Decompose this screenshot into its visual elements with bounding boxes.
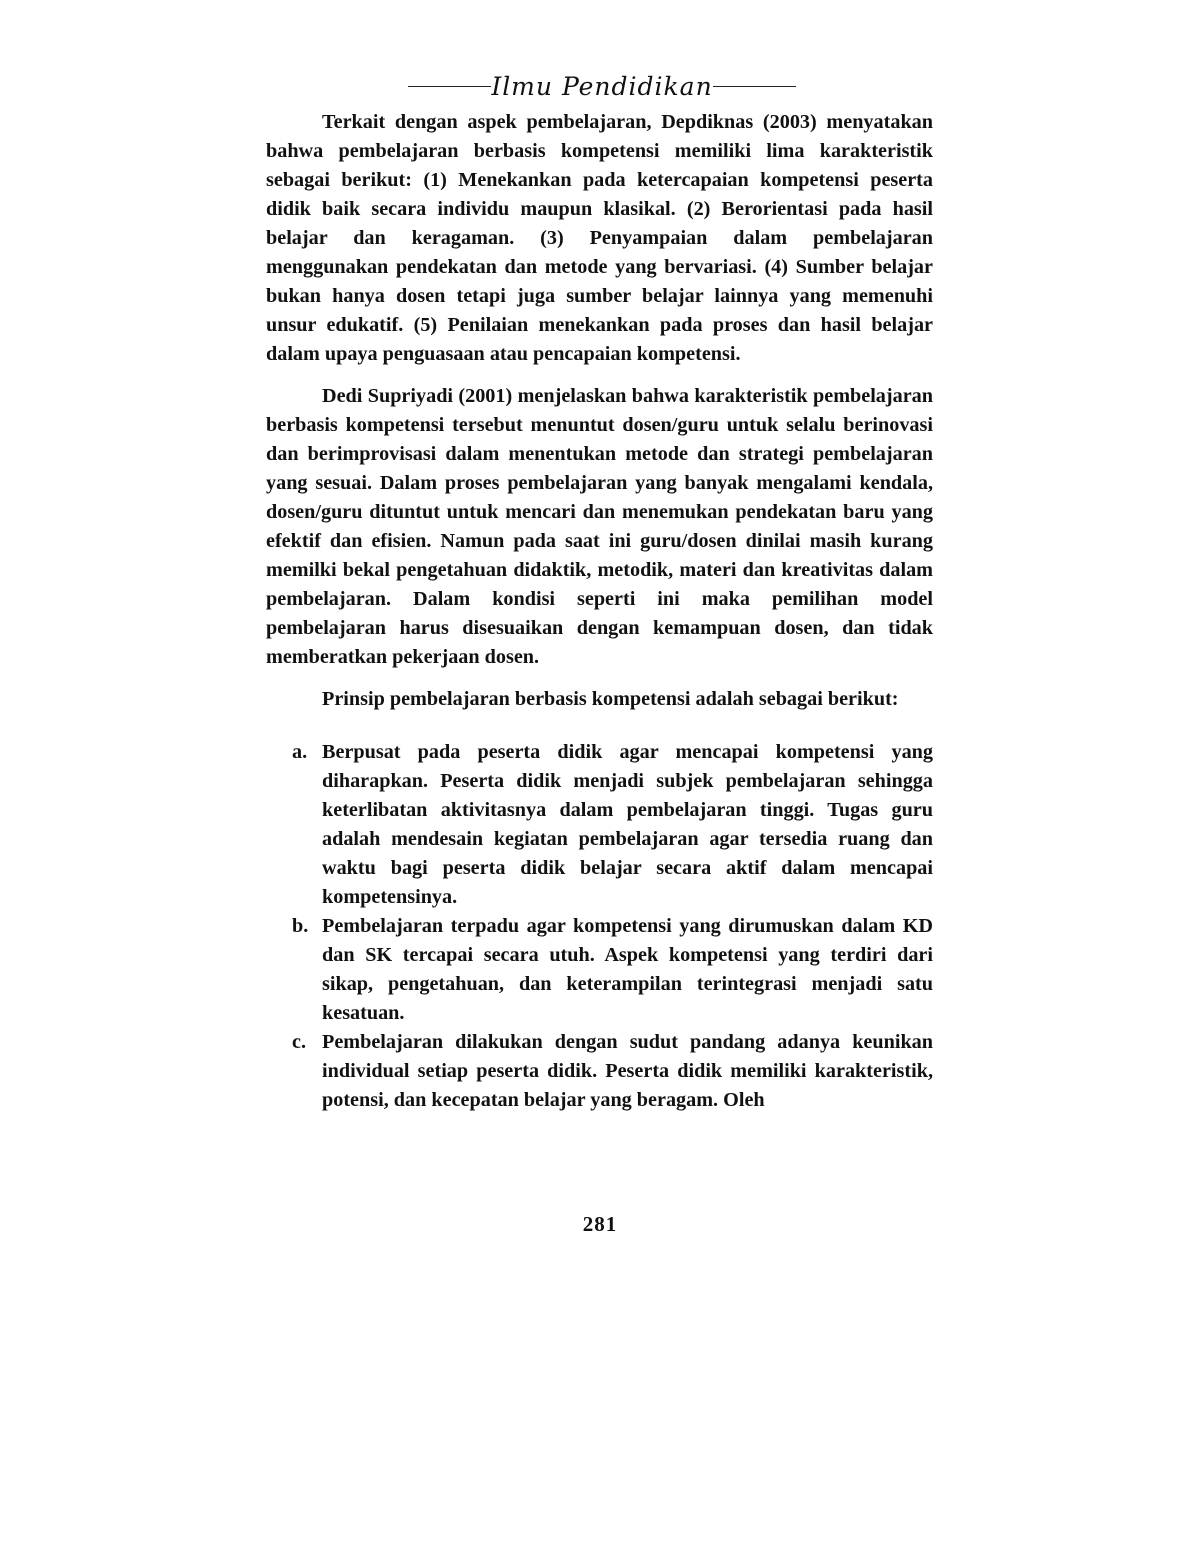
list-item — [266, 1028, 933, 1115]
paragraph-depdiknas: Terkait dengan aspek pembelajaran, Depdiknas (2003) menyatakan bahwa pembelajaran berbasis kompetensi memiliki lima karakteristik sebagai berikut: (1) Menekankan pada ketercapaian kompetensi peserta didik baik secara individu maupun klasikal. (2) Berorientasi pada hasil belajar dan keragaman. (3) Penyampaian dalam pembelajaran menggunakan pendekatan dan metode yang bervariasi. (4) Sumber belajar bukan hanya dosen tetapi juga sumber belajar lainnya yang memenuhi unsur edukatif. (5) Penilaian menekankan pada proses dan hasil belajar dalam upaya penguasaan atau pencapaian kompetensi. — [266, 111, 933, 365]
header-title: Ilmu Pendidikan — [491, 71, 713, 101]
list-item — [266, 912, 933, 1028]
principles-list — [266, 738, 933, 1115]
paragraph-prinsip: Prinsip pembelajaran berbasis kompetensi adalah sebagai berikut: — [322, 688, 899, 710]
page-number: 281 — [582, 1212, 618, 1236]
list-item — [266, 738, 933, 912]
list-item-text: Pembelajaran dilakukan dengan sudut pandang adanya keunikan individual setiap peserta didik. Peserta didik memiliki karakteristik, potensi, dan kecepatan belajar yang beragam. Oleh — [322, 1031, 933, 1111]
list-marker: c. — [292, 1031, 307, 1053]
header-rule-left — [408, 86, 491, 87]
list-marker: a. — [292, 741, 308, 763]
running-header — [408, 66, 796, 106]
header-rule-right — [713, 86, 796, 87]
paragraph-dedi-supriyadi: Dedi Supriyadi (2001) menjelaskan bahwa karakteristik pembelajaran berbasis kompetensi tersebut menuntut dosen/guru untuk selalu berinovasi dan berimprovisasi dalam menentukan metode dan strategi pembelajaran yang sesuai. Dalam proses pembelajaran yang banyak mengalami kendala, dosen/guru dituntut untuk mencari dan menemukan pendekatan baru yang efektif dan efisien. Namun pada saat ini guru/dosen dinilai masih kurang memilki bekal pengetahuan didaktik, metodik, materi dan kreativitas dalam pembelajaran. Dalam kondisi seperti ini maka pemilihan model pembelajaran harus disesuaikan dengan kemampuan dosen, dan tidak memberatkan pekerjaan dosen. — [266, 385, 933, 668]
list-item-text: Berpusat pada peserta didik agar mencapai kompetensi yang diharapkan. Peserta didik menjadi subjek pembelajaran sehingga keterlibatan aktivitasnya dalam pembelajaran tinggi. Tugas guru adalah mendesain kegiatan pembelajaran agar tersedia ruang dan waktu bagi peserta didik belajar secara aktif dalam mencapai kompetensinya. — [322, 741, 933, 908]
page-body — [266, 108, 933, 1115]
list-item-text: Pembelajaran terpadu agar kompetensi yang dirumuskan dalam KD dan SK tercapai secara utuh. Aspek kompetensi yang terdiri dari sikap, pengetahuan, dan keterampilan terintegrasi menjadi satu kesatuan. — [322, 915, 933, 1024]
list-marker: b. — [292, 915, 309, 937]
